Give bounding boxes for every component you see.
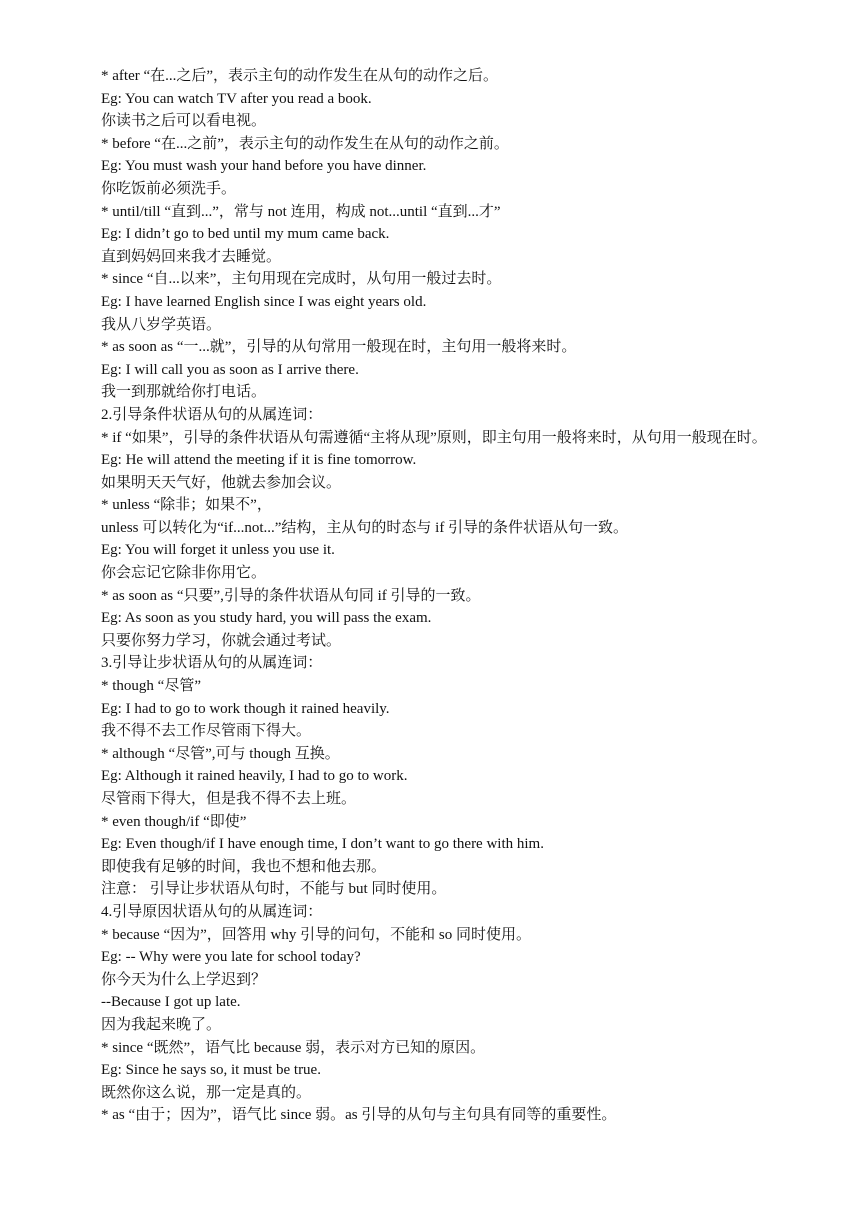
translation-line: 我从八岁学英语。: [101, 316, 222, 333]
example-sentence: Eg: I have learned English since I was eight years old.: [101, 293, 427, 310]
example-sentence: Eg: -- Why were you late for school today?: [101, 949, 361, 966]
example-sentence: Eg: Even though/if I have enough time, I don’t want to go there with him.: [101, 836, 544, 853]
translation-line: 你今天为什么上学迟到？: [101, 971, 267, 988]
note-line: 注意： 引导让步状语从句时，不能与 but 同时使用。: [101, 881, 447, 898]
text-line: * as soon as “一...就”，引导的从句常用一般现在时，主句用一般将来时。: [101, 339, 577, 356]
text-line: * as “由于；因为”，语气比 since 弱。as 引导的从句与主句具有同等的重要性。: [101, 1107, 617, 1124]
translation-line: 你读书之后可以看电视。: [101, 113, 267, 130]
text-line: * because “因为”，回答用 why 引导的问句，不能和 so 同时使用。: [101, 926, 531, 943]
example-sentence: Eg: I had to go to work though it rained heavily.: [101, 700, 390, 717]
example-sentence: Eg: He will attend the meeting if it is fine tomorrow.: [101, 452, 417, 469]
text-line: * as soon as “只要”,引导的条件状语从句同 if 引导的一致。: [101, 587, 481, 604]
example-sentence: Eg: Since he says so, it must be true.: [101, 1062, 321, 1079]
example-sentence: --Because I got up late.: [101, 994, 241, 1011]
translation-line: 我一到那就给你打电话。: [101, 384, 267, 401]
text-paragraph: * if “如果”，引导的条件状语从句需遵循“主将从现”原则，即主句用一般将来时，从句用一般现在时。: [101, 429, 767, 446]
text-line: * before “在...之前”，表示主句的动作发生在从句的动作之前。: [101, 135, 509, 152]
text-line: unless 可以转化为“if...not...”结构，主从句的时态与 if 引导的条件状语从句一致。: [101, 519, 629, 536]
text-line: * until/till “直到...”，常与 not 连用，构成 not...until “直到...才”: [101, 203, 501, 220]
example-sentence: Eg: I will call you as soon as I arrive there.: [101, 361, 359, 378]
translation-line: 直到妈妈回来我才去睡觉。: [101, 248, 282, 265]
translation-line: 尽管雨下得大，但是我不得不去上班。: [101, 791, 357, 807]
example-sentence: Eg: You must wash your hand before you have dinner.: [101, 158, 427, 175]
translation-line: 既然你这么说，那一定是真的。: [101, 1084, 312, 1101]
example-sentence: Eg: Although it rained heavily, I had to go to work.: [101, 768, 408, 785]
translation-line: 如果明天天气好，他就去参加会议。: [101, 474, 342, 491]
example-sentence: Eg: You will forget it unless you use it.: [101, 542, 335, 559]
translation-line: 即使我有足够的时间，我也不想和他去那。: [101, 858, 387, 875]
text-line: * though “尽管”: [101, 678, 201, 695]
translation-line: 我不得不去工作尽管雨下得大。: [101, 723, 312, 740]
example-sentence: Eg: You can watch TV after you read a book.: [101, 90, 372, 107]
text-line: * since “自...以来”，主句用现在完成时，从句用一般过去时。: [101, 271, 502, 288]
translation-line: 因为我起来晚了。: [101, 1016, 222, 1033]
text-line: * since “既然”，语气比 because 弱，表示对方已知的原因。: [101, 1039, 486, 1056]
text-line: * after “在...之后”，表示主句的动作发生在从句的动作之后。: [101, 68, 499, 84]
text-line: * unless “除非；如果不”，: [101, 497, 272, 514]
document-body: [66, 65, 790, 1127]
section-heading: 3.引导让步状语从句的从属连词：: [101, 655, 323, 672]
text-line: * even though/if “即使”: [101, 813, 247, 830]
section-heading: 2.引导条件状语从句的从属连词：: [101, 406, 323, 423]
translation-line: 你会忘记它除非你用它。: [101, 565, 267, 582]
section-heading: 4.引导原因状语从句的从属连词：: [101, 903, 323, 920]
translation-line: 只要你努力学习，你就会通过考试。: [101, 632, 342, 649]
translation-line: 你吃饭前必须洗手。: [101, 180, 237, 197]
example-sentence: Eg: I didn’t go to bed until my mum came back.: [101, 226, 390, 243]
text-line: * although “尽管”,可与 though 互换。: [101, 745, 340, 762]
example-sentence: Eg: As soon as you study hard, you will pass the exam.: [101, 610, 432, 627]
